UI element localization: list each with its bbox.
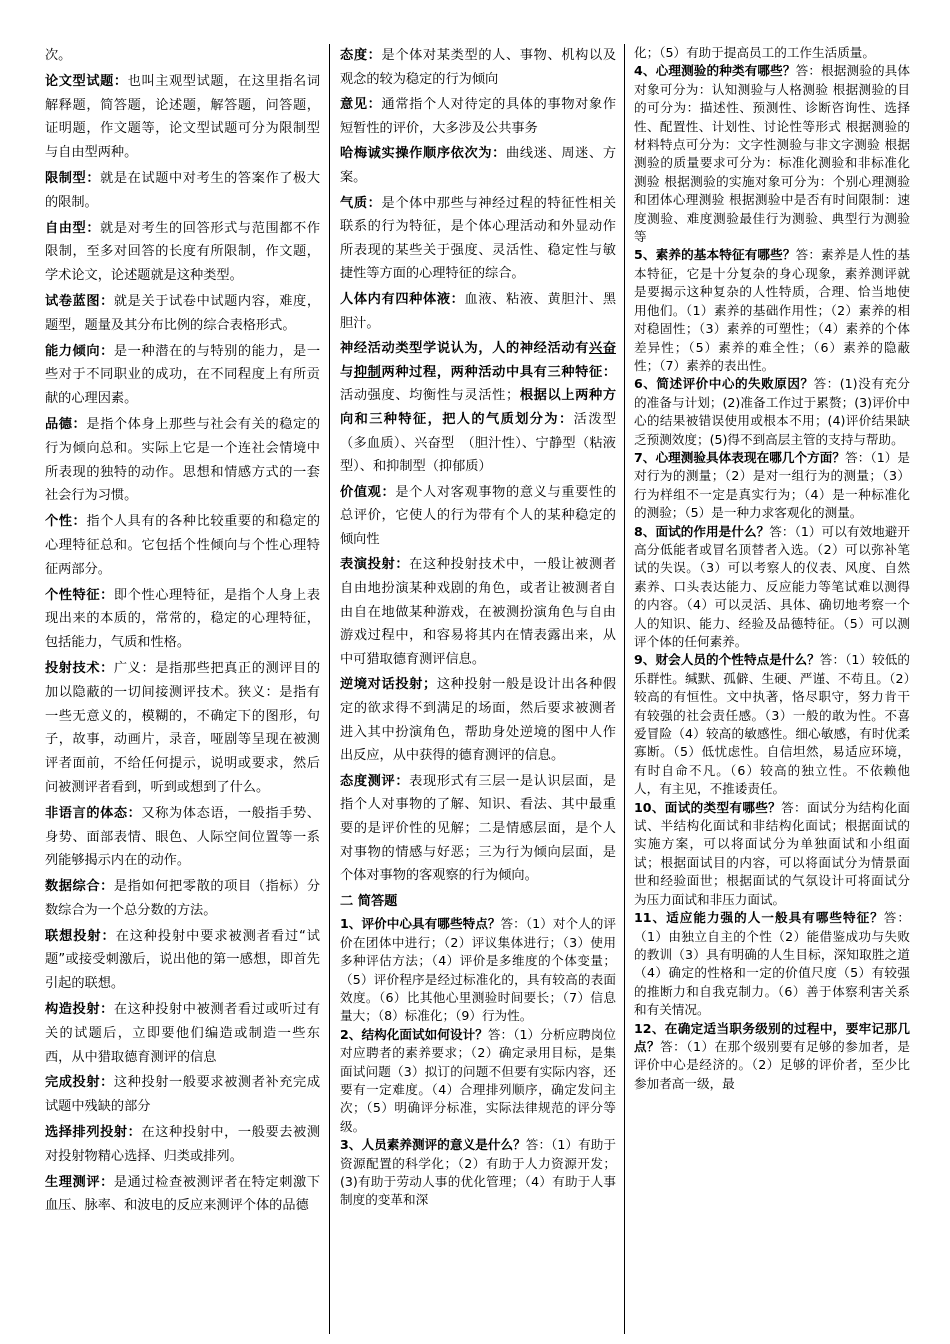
- definition-entry-text: 就是对考生的回答形式与范围都不作限制，至多对回答的长度有所限制，作文题，学术论文，论述题就是这种类型。: [45, 220, 321, 284]
- definition-entry-term: 生理测评：: [45, 1174, 114, 1190]
- definition-entry-text: 也叫主观型试题，在这里指名词解释题，简答题，论述题，解答题，问答题，证明题，作文题等，论文型试题可分为限制型与自由型两种。: [45, 73, 321, 161]
- qa-entry-text: 答：（1）较低的乐群性。缄默、孤僻、生硬、严谨、不苟且。（2）较高的有恒性。文中执著，恪尽职守，努力肯干有较强的社会责任感。（3）一般的敢为性。不喜爱冒险（4）较高的敏感性。细心敏感，有时优柔寡断。（5）低忧虑性。自信坦然，易适应环境，有时自命不凡。（6）较高的独立性。不依赖他人，有主见，不推诿责任。: [634, 652, 910, 797]
- qa-entry-text: 答：（1）有助于资源配置的科学化；（2）有助于人力资源开发；(3)有助于劳动人事的优化管理；（4）有助于人事制度的变革和深: [340, 1137, 616, 1208]
- definition-entry-term: 能力倾向：: [45, 343, 114, 359]
- definition-entry: [45, 217, 320, 288]
- definition-entry-term: 气质：: [340, 195, 382, 211]
- definition-entry-term: 限制型：: [45, 170, 101, 186]
- qa-entry-text: 答：素养是人性的基本特征，它是十分复杂的身心现象，素养测评就是要揭示这种复杂的人性特质，合理、恰当地使用他们。（1）素养的基础作用性；（2）素养的相对稳固性；（3）素养的可塑性；（4）素养的个体差异性；（5）素养的难全性；（6）素养的隐蔽性；（7）素养的表出性。: [634, 247, 911, 373]
- column-middle: [340, 44, 616, 1210]
- definition-entry-text: 在这种投射中，一般要去被测对投射物精心选择、归类或排列。: [45, 1125, 321, 1164]
- definitions-top: [340, 44, 616, 335]
- definition-entry: [45, 875, 320, 923]
- definition-entry-term: 非语言的体态：: [45, 805, 142, 821]
- definition-entry-text: 指个人具有的各种比较重要的和稳定的心理特征总和。它包括个性倾向与个性心理特征两部分。: [45, 514, 321, 577]
- column-divider: [329, 44, 330, 1334]
- definition-entry: [45, 290, 320, 338]
- definition-entry-text: 广义：是指那些把真正的测评目的加以隐蔽的一切间接测评技术。狭义：是指有一些无意义的，模糊的，不确定下的图形，句子，故事，动画片，录音，哑剧等呈现在被测评者面前，不给任何提示，说明或要求，然后问被测评者看到，听到或想到了什么。: [45, 660, 321, 795]
- definition-entry-text: 血液、粘液、黄胆汁、黑胆汁。: [340, 291, 617, 331]
- definition-entry-term: 投射技术：: [45, 660, 114, 676]
- definition-entry: [45, 44, 320, 68]
- qa-entry-term: 11、适应能力强的人一般具有哪些特征？: [634, 910, 884, 926]
- definition-entry-term: 个性：: [45, 514, 87, 530]
- definition-entry-term: 选择排列投射：: [45, 1125, 142, 1141]
- qa-entry-text: 化；（5）有助于提高员工的工作生活质量。: [634, 45, 875, 60]
- definition-entry: [340, 288, 616, 335]
- qa-list: [340, 915, 616, 1210]
- qa-entry: [340, 915, 616, 1025]
- definition-entry: [340, 44, 616, 91]
- definition-entry-term: 数据综合：: [45, 879, 114, 895]
- qa-entry-text: 答：（1）对个人的评价在团体中进行；（2）评议集体进行；（3）使用多种评估方法；（4）评价是多维度的个体变量；（5）评价程序是经过标准化的，具有较高的表面效度。（6）比其他心里测验时间要长；（7）信息量大；（8）标准化；（9）行为性。: [340, 916, 617, 1024]
- definition-entry-term: 完成投射：: [45, 1075, 114, 1091]
- qa-entry-term: 2、结构化面试如何设计？: [340, 1026, 488, 1042]
- qa-entry-term: 9、财会人员的个性特点是什么？: [634, 652, 820, 668]
- definition-entry-term: 构造投射：: [45, 1002, 114, 1018]
- definition-entry-term: 态度：: [340, 48, 382, 63]
- definition-entry: [45, 510, 320, 581]
- qa-entry: [634, 62, 910, 246]
- definition-entry: [45, 413, 320, 508]
- definition-entry-term: 意见：: [340, 97, 382, 113]
- definition-entry-term: 个性特征：: [45, 587, 114, 603]
- definition-entry-text: 表现形式有三层一是认识层面，是指个人对事物的了解、知识、看法、其中最重要的是评价性的见解；二是情感层面，是个人对事物的情感与好恶；三为行为倾向层面，是个体对事物的客观察的行为倾向。: [340, 773, 617, 884]
- definition-entry-term: 试卷蓝图：: [45, 293, 114, 309]
- definition-entry-term: 人体内有四种体液：: [340, 291, 465, 307]
- qa-entry-text: 答：（1）由独立自主的个性（2）能借鉴成功与失败的教训（3）具有明确的人生目标，深知取胜之道（4）确定的性格和一定的价值尺度（5）有较强的推断力和自我克制力。（6）善于体察利害关系和有关情况。: [634, 910, 910, 1018]
- qa-entry: [634, 909, 910, 1019]
- definition-entry: [340, 553, 616, 671]
- definition-entry-text: 曲线迷、周迷、方案。: [340, 146, 617, 185]
- definition-entry: [45, 657, 320, 800]
- qa-entry-text: 答：（1）可以有效地避开高分低能者或冒名顶替者入选。（2）可以弥补笔试的失误。（3）可以考察人的仪表、风度、自然素养、口头表达能力、反应能力等笔试难以测得的内容。（4）可以灵活、具体、确切地考察一个人的知识、能力、经验及品德特征。（5）可以测评个体的任何素养。: [634, 523, 911, 649]
- definition-entry: [45, 1121, 320, 1169]
- qa-entry-term: 6、简述评价中心的失败原因？: [634, 376, 814, 392]
- definition-entry-term: 逆境对话投射；: [340, 677, 437, 693]
- definition-entry-text: 这种投射一般要求被测者补充完成试题中残缺的部分: [45, 1075, 321, 1115]
- qa-entry-text: 答：（1）是对行为的测量；（2）是对一组行为的测量；（3）行为样组不一定是真实行为；（4）是一种标准化的测验；（5）是一种力求客观化的测量。: [634, 449, 910, 521]
- column-divider: [624, 44, 625, 1334]
- definition-entry-text: 即个性心理特征，是指个人身上表现出来的本质的，常常的，稳定的心理特征，包括能力，气质和性格。: [45, 587, 321, 651]
- qa-entry-term: 3、人员素养测评的意义是什么？: [340, 1137, 526, 1153]
- definition-entry: [45, 925, 320, 996]
- definition-entry: [340, 770, 616, 888]
- definitions-bottom: [340, 481, 616, 888]
- definition-entry-text: 在这种投射技术中，一般让被测者自由地扮演某种戏剧的角色，或者让被测者自由自在地做某种游戏，在被测扮演角色与自由游戏过程中，和容易将其内在情表露出来，从中可猎取德育测评信息。: [340, 557, 617, 667]
- definition-entry: [45, 167, 320, 215]
- definition-entry: [45, 998, 320, 1069]
- qa-entry-term: 1、评价中心具有哪些特点？: [340, 916, 501, 932]
- definition-entry-text: 就是关于试卷中试题内容，难度，题型，题量及其分布比例的综合表格形式。: [45, 293, 321, 333]
- definition-entry-term: 论文型试题：: [45, 73, 128, 89]
- qa-entry: [634, 246, 910, 375]
- definition-entry-text: 又称为体态语，一般指手势、身势、面部表情、眼色、人际空间位置等一系列能够揭示内在的动作。: [45, 805, 321, 869]
- definition-entry-text: 是通过检查被测评者在特定刺激下血压、脉率、和波电的反应来测评个体的品德: [45, 1174, 321, 1214]
- definition-entry: [340, 673, 616, 767]
- qa-entry-term: 7、心理测验具体表现在哪几个方面？: [634, 449, 846, 465]
- qa-entry: [634, 523, 910, 652]
- definition-entry-text: 通常指个人对待定的具体的事物对象作短暂性的评价，大多涉及公共事务: [340, 97, 617, 136]
- qa-entry-term: 12、在确定适当职务级别的过程中，要牢记那几点？: [634, 1020, 910, 1054]
- definition-entry-text: 是个人对客观事物的意义与重要性的总评价，它使人的行为带有个人的某种稳定的倾向性: [340, 484, 617, 547]
- definition-entry: [45, 1171, 320, 1219]
- definition-entry-term: 态度测评：: [340, 773, 410, 789]
- qa-entry: [634, 449, 910, 523]
- definition-entry: [45, 70, 320, 165]
- definition-entry-term: 联想投射：: [45, 928, 116, 944]
- definition-entry-term: 自由型：: [45, 220, 101, 236]
- qa-entry-term: 10、面试的类型有哪些？: [634, 799, 782, 815]
- definition-entry: [45, 802, 320, 873]
- definition-entry-text: 是一种潜在的与特别的能力，是一些对于不同职业的成功，在不同程度上有所贡献的心理因素。: [45, 343, 321, 407]
- definition-entry: [340, 481, 616, 552]
- definition-entry-text: 在这种投射中要求被测者看过“试题”或接受刺激后，说出他的第一感想，即首先引起的联想。: [45, 928, 320, 992]
- definition-entry-text: 是指个体身上那些与社会有关的稳定的行为倾向总和。实际上它是一个连社会情境中所表现的独特的动作。思想和情感方式的一套社会行为习惯。: [45, 416, 321, 504]
- definition-entry-text: 是个体对某类型的人、事物、机构以及观念的较为稳定的行为倾向: [340, 48, 617, 87]
- qa-entry-term: 5、素养的基本特征有哪些？: [634, 247, 796, 263]
- definition-entry: [340, 142, 616, 189]
- qa-entry-text: 答：（1）分析应聘岗位对应聘者的素养要求；（2）确定录用目标，是集面试问题（3）拟订的问题不但要有实际内容，还要有一定难度。（4）合理排列顺序，确定发问主次；（5）明确评分标准，实际法律规范的评分等级。: [340, 1026, 617, 1134]
- definition-entry-term: 哈梅诚实操作顺序依次为：: [340, 146, 506, 162]
- definition-entry: [45, 584, 320, 655]
- qa-entry: [634, 651, 910, 798]
- definition-entry-term: 表演投射：: [340, 557, 410, 573]
- qa-entry: [634, 375, 910, 449]
- qa-entry-text: 答：根据测验的具体对象可分为：认知测验与人格测验 根据测验的目的可分为：描述性、预测性、诊断咨询性、选择性、配置性、计划性、讨论性等形式 根据测验的材料特点可分为：文字性测验与非文字测验 根据测验的质量要求可分为：标准化测验和非标准化测验 根据测验的实施对象可分为：个别心理测验和团体心理测验 根据测验中是否有时间限制：速度测验、难度测验最佳行为测验、典型行为测验等: [634, 63, 911, 245]
- definition-entry-text: 在这种投射中被测者看过或听过有关的试题后，立即要他们编造或制造一些东西，从中猎取德育测评的信息: [45, 1002, 321, 1065]
- qa-entry-text: 答：(1)没有充分的准备与计划；(2)准备工作过于累赘；(3)评价中心的结果被错误使用或根本不用；(4)评价结果缺乏预测效度；(5)得不到高层主管的支持与帮助。: [634, 376, 910, 447]
- qa-entry: [340, 1026, 616, 1136]
- nerve-activity-paragraph: 神经活动类型学说认为，人的神经活动有兴奋与抑制两种过程，两种活动中具有三种特征：活动强度、均衡性与灵活性；根据以上两种方向和三种特征，把人的气质划分为：活泼型（多血质）、兴奋型 （胆汁性）、宁静型（粘液型）、和抑制型（抑郁质）: [340, 341, 617, 475]
- qa-entry: [634, 1020, 910, 1094]
- definition-entry-text: 次。: [45, 48, 72, 63]
- definition-entry-text: 就是在试题中对考生的答案作了极大的限制。: [45, 170, 321, 210]
- definition-entry-text: 这种投射一般是设计出各种假定的欲求得不到满足的场面，然后要求被测者进入其中扮演角色，帮助身处逆境的图中人作出反应，从中获得的德育测评的信息。: [340, 677, 617, 764]
- definition-entry: [340, 93, 616, 140]
- definition-entry-term: 品德：: [45, 416, 87, 432]
- definition-entry: [45, 340, 320, 411]
- definition-entry: [340, 192, 616, 286]
- qa-entry-term: 4、心理测验的种类有哪些？: [634, 63, 796, 79]
- qa-entry: [634, 799, 910, 909]
- definition-entry-term: 价值观：: [340, 484, 396, 500]
- section-heading: 二 简答题: [340, 893, 398, 909]
- qa-entry: [634, 44, 910, 62]
- column-left: [45, 44, 320, 1220]
- qa-entry-text: 答：面试分为结构化面试、半结构化面试和非结构化面试；根据面试的实施方案，可以将面试分为单独面试和小组面试；根据面试目的内容，可以将面试分为情景面世和经验面世；根据面试的气氛设计可将面试分为压力面试和非压力面试。: [634, 799, 910, 907]
- qa-entry-text: 答：（1）在那个级别要有足够的参加者，是评价中心是经济的。（2）足够的评价者，至少比参加者高一级，最: [634, 1038, 910, 1091]
- column-right: [634, 44, 910, 1093]
- definition-entry: [45, 1071, 320, 1119]
- definition-entry-text: 是指如何把零散的项目（指标）分数综合为一个总分数的方法。: [45, 879, 321, 918]
- qa-entry: [340, 1136, 616, 1210]
- qa-entry-term: 8、面试的作用是什么？: [634, 523, 770, 539]
- definition-entry-text: 是个体中那些与神经过程的特征性相关联系的行为特征，是个体心理活动和外显动作所表现的某些关于强度、灵活性、稳定性与敏捷性等方面的心理特征的综合。: [340, 195, 617, 282]
